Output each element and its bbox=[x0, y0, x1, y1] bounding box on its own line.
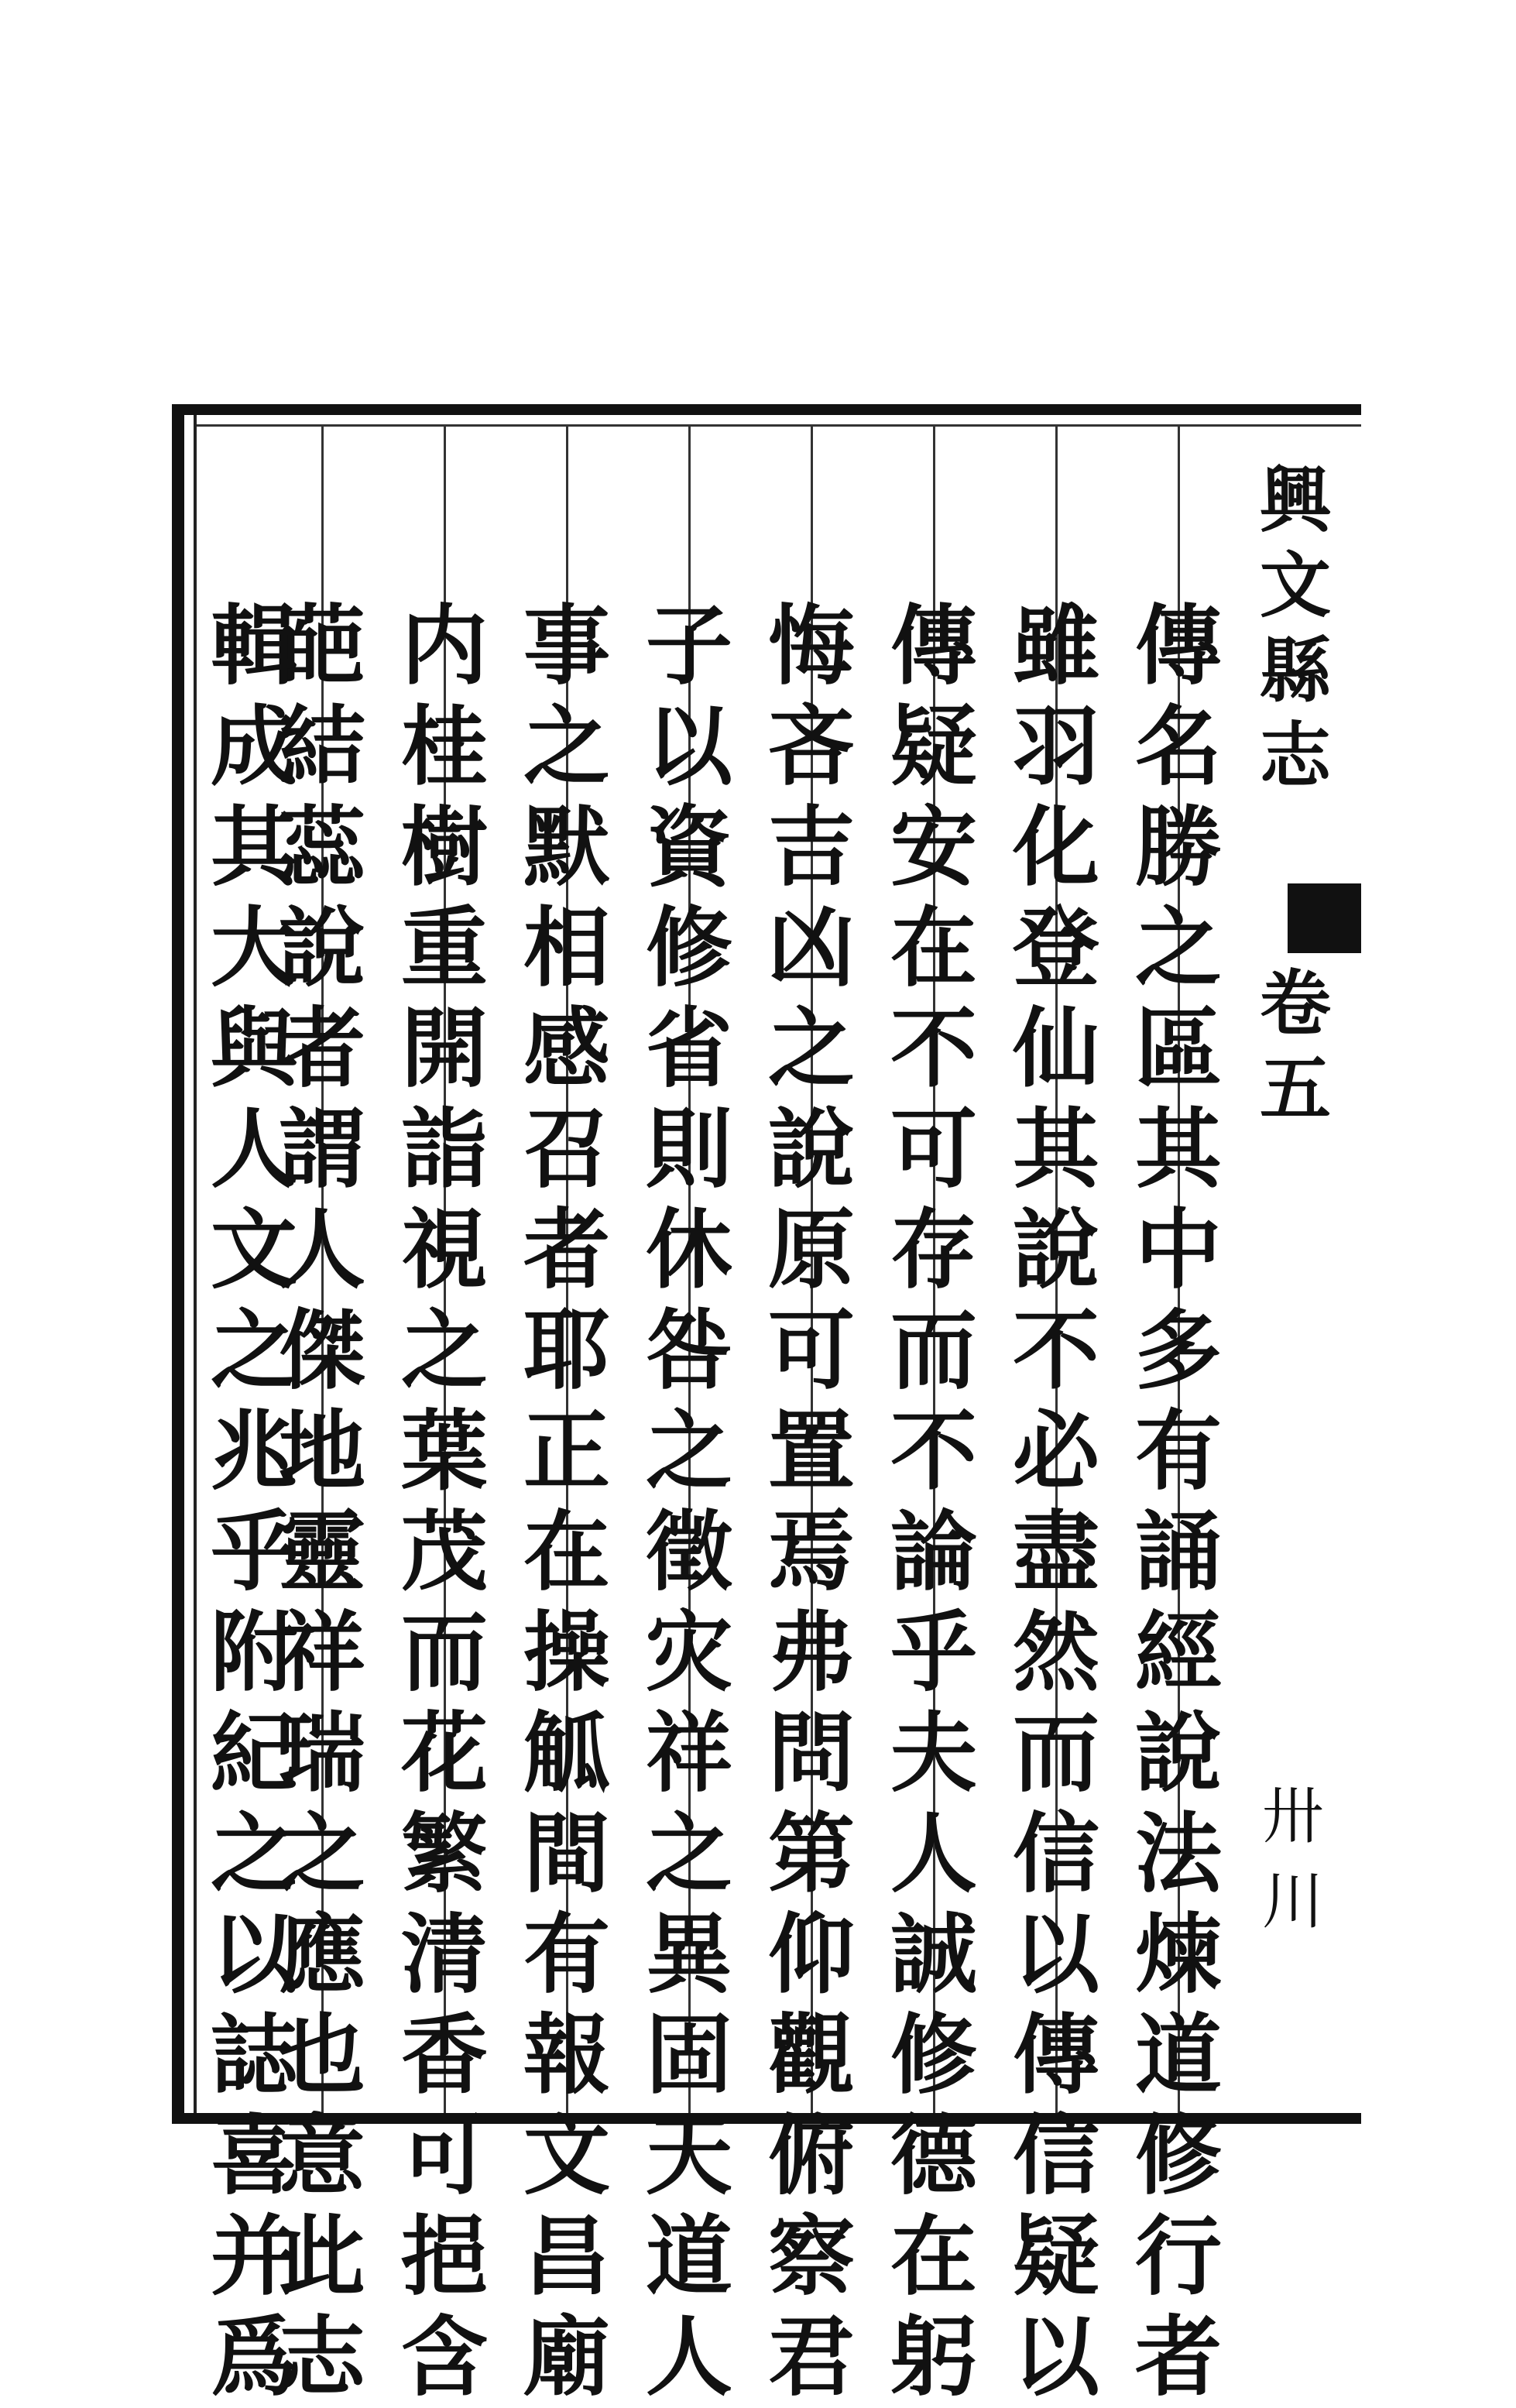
glyph: 誦 bbox=[1135, 1501, 1222, 1603]
glyph: 含 bbox=[401, 2307, 488, 2408]
glyph: 之 bbox=[646, 1803, 732, 1905]
glyph: 說 bbox=[1013, 1199, 1099, 1301]
glyph: 不 bbox=[890, 998, 977, 1099]
glyph: 多 bbox=[1135, 1300, 1222, 1401]
glyph: 紀 bbox=[211, 1703, 297, 1804]
glyph: 者 bbox=[523, 1199, 610, 1301]
glyph: 可 bbox=[890, 1099, 977, 1200]
frame-inner-left-rule bbox=[194, 415, 197, 2113]
frame-inner-top-rule bbox=[197, 424, 1361, 427]
glyph: 以 bbox=[211, 1904, 297, 2005]
glyph: 謂 bbox=[279, 1099, 365, 1200]
glyph: 意 bbox=[279, 2105, 365, 2207]
glyph: 操 bbox=[523, 1602, 610, 1703]
text-column-2 bbox=[1002, 595, 1110, 2408]
glyph: 葩 bbox=[279, 595, 365, 697]
glyph: 乎 bbox=[211, 1501, 297, 1603]
glyph: 說 bbox=[279, 897, 365, 999]
glyph: 天 bbox=[646, 2105, 732, 2207]
glyph: 詣 bbox=[401, 1099, 488, 1200]
glyph: 瑞 bbox=[279, 1703, 365, 1804]
glyph: 勝 bbox=[1135, 797, 1222, 898]
glyph: 之 bbox=[523, 696, 610, 798]
glyph: 煉 bbox=[1135, 1904, 1222, 2005]
glyph: 法 bbox=[1135, 1803, 1222, 1905]
glyph: 躬 bbox=[890, 2307, 977, 2408]
glyph: 咎 bbox=[646, 1300, 732, 1401]
banxin-volume: 卷五 bbox=[1259, 962, 1331, 1130]
glyph: 傳 bbox=[890, 595, 977, 697]
glyph: 報 bbox=[523, 2005, 610, 2106]
glyph: 也 bbox=[279, 2005, 365, 2106]
glyph: 吉 bbox=[768, 797, 855, 898]
glyph: 附 bbox=[211, 1602, 297, 1703]
glyph: 弗 bbox=[768, 1602, 855, 1703]
glyph: 安 bbox=[890, 797, 977, 898]
text-column-5 bbox=[635, 595, 743, 2408]
glyph: 雖 bbox=[1013, 595, 1099, 697]
glyph: 經 bbox=[1135, 1602, 1222, 1703]
glyph: 興 bbox=[1259, 458, 1331, 542]
glyph: 其 bbox=[1013, 1099, 1099, 1200]
glyph: 說 bbox=[768, 1099, 855, 1200]
glyph: 有 bbox=[523, 1904, 610, 2005]
glyph: 悔 bbox=[768, 595, 855, 697]
text-column-6 bbox=[513, 595, 621, 2408]
glyph: 相 bbox=[523, 897, 610, 999]
glyph: 異 bbox=[646, 1904, 732, 2005]
glyph: 仙 bbox=[1013, 998, 1099, 1099]
glyph: 文 bbox=[211, 1199, 297, 1301]
text-column-1 bbox=[1124, 595, 1233, 2408]
glyph: 爲 bbox=[211, 2307, 297, 2408]
glyph: 論 bbox=[890, 1501, 977, 1603]
glyph: 以 bbox=[1013, 1904, 1099, 2005]
fishtail-mark bbox=[1288, 883, 1361, 953]
text-column-7 bbox=[390, 595, 499, 2408]
glyph: 徵 bbox=[646, 1501, 732, 1603]
glyph: 觀 bbox=[768, 2005, 855, 2106]
glyph: 之 bbox=[211, 1300, 297, 1401]
glyph: 盡 bbox=[1013, 1501, 1099, 1603]
glyph: 原 bbox=[768, 1199, 855, 1301]
glyph: 重 bbox=[401, 897, 488, 999]
glyph: 區 bbox=[1135, 998, 1222, 1099]
glyph: 正 bbox=[523, 1401, 610, 1502]
glyph: 疑 bbox=[1013, 2206, 1099, 2307]
glyph: 固 bbox=[646, 2005, 732, 2106]
glyph: 必 bbox=[1013, 1401, 1099, 1502]
glyph: 傳 bbox=[1135, 595, 1222, 697]
glyph: 此 bbox=[279, 2206, 365, 2307]
glyph: 志 bbox=[1259, 714, 1331, 798]
glyph: 以 bbox=[646, 696, 732, 798]
glyph: 誌 bbox=[211, 2005, 297, 2106]
glyph: 大 bbox=[211, 897, 297, 999]
text-column-4 bbox=[757, 595, 866, 2408]
glyph: 蕊 bbox=[279, 797, 365, 898]
glyph: 并 bbox=[211, 2206, 297, 2307]
glyph: 間 bbox=[523, 1803, 610, 1905]
glyph: 在 bbox=[890, 2206, 977, 2307]
glyph: 中 bbox=[1135, 1199, 1222, 1301]
glyph: 人 bbox=[890, 1803, 977, 1905]
glyph: 人 bbox=[211, 1099, 297, 1200]
glyph: 視 bbox=[401, 1199, 488, 1301]
glyph: 羽 bbox=[1013, 696, 1099, 798]
glyph: 以 bbox=[1013, 2307, 1099, 2408]
glyph: 不 bbox=[890, 1401, 977, 1502]
glyph: 人 bbox=[279, 1199, 365, 1301]
glyph: 灾 bbox=[646, 1602, 732, 1703]
glyph: 化 bbox=[1013, 797, 1099, 898]
glyph: 傑 bbox=[279, 1300, 365, 1401]
glyph: 修 bbox=[1135, 2105, 1222, 2207]
glyph: 誠 bbox=[890, 1904, 977, 2005]
glyph: 修 bbox=[646, 897, 732, 999]
glyph: 縣 bbox=[1259, 629, 1331, 712]
glyph: 休 bbox=[646, 1199, 732, 1301]
glyph: 志 bbox=[279, 2307, 365, 2408]
glyph: 者 bbox=[1135, 2307, 1222, 2408]
glyph: 文 bbox=[523, 2105, 610, 2207]
glyph: 在 bbox=[890, 897, 977, 999]
glyph: 廟 bbox=[523, 2307, 610, 2408]
glyph: 之 bbox=[279, 1803, 365, 1905]
glyph: 葉 bbox=[401, 1401, 488, 1502]
glyph: 而 bbox=[1013, 1703, 1099, 1804]
glyph: 文 bbox=[1259, 544, 1331, 627]
glyph: 仰 bbox=[768, 1904, 855, 2005]
glyph: 觚 bbox=[523, 1703, 610, 1804]
glyph: 結 bbox=[279, 696, 365, 798]
glyph: 存 bbox=[890, 1199, 977, 1301]
glyph: 昌 bbox=[523, 2206, 610, 2307]
glyph: 樹 bbox=[401, 797, 488, 898]
glyph: 可 bbox=[768, 1300, 855, 1401]
glyph: 置 bbox=[768, 1401, 855, 1502]
banxin-page-number: 卅川 bbox=[1262, 1780, 1329, 1937]
glyph: 則 bbox=[646, 1099, 732, 1200]
glyph: 傳 bbox=[1013, 2005, 1099, 2106]
glyph: 桂 bbox=[401, 696, 488, 798]
glyph: 吝 bbox=[768, 696, 855, 798]
glyph: 清 bbox=[401, 1904, 488, 2005]
glyph: 問 bbox=[768, 1703, 855, 1804]
glyph: 挹 bbox=[401, 2206, 488, 2307]
glyph: 乎 bbox=[890, 1602, 977, 1703]
glyph: 喜 bbox=[211, 2105, 297, 2207]
glyph: 開 bbox=[401, 998, 488, 1099]
glyph: 君 bbox=[768, 2307, 855, 2408]
glyph: 信 bbox=[1013, 2105, 1099, 2207]
glyph: 繁 bbox=[401, 1803, 488, 1905]
glyph: 凶 bbox=[768, 897, 855, 999]
glyph: 香 bbox=[401, 2005, 488, 2106]
glyph: 成 bbox=[211, 696, 297, 798]
glyph: 道 bbox=[646, 2206, 732, 2307]
glyph: 德 bbox=[890, 2105, 977, 2207]
glyph: 信 bbox=[1013, 1803, 1099, 1905]
glyph: 而 bbox=[401, 1602, 488, 1703]
glyph: 之 bbox=[211, 1803, 297, 1905]
glyph: 地 bbox=[279, 1401, 365, 1502]
glyph: 耶 bbox=[523, 1300, 610, 1401]
text-column-3 bbox=[880, 595, 988, 2408]
glyph: 登 bbox=[1013, 897, 1099, 999]
glyph: 兆 bbox=[211, 1401, 297, 1502]
glyph: 之 bbox=[401, 1300, 488, 1401]
glyph: 有 bbox=[1135, 1401, 1222, 1502]
glyph: 修 bbox=[890, 2005, 977, 2106]
glyph: 子 bbox=[646, 595, 732, 697]
glyph: 之 bbox=[646, 1401, 732, 1502]
banxin bbox=[1230, 427, 1361, 2113]
glyph: 召 bbox=[523, 1099, 610, 1200]
glyph: 輯 bbox=[211, 595, 297, 697]
glyph: 其 bbox=[1135, 1099, 1222, 1200]
glyph: 而 bbox=[890, 1300, 977, 1401]
glyph: 第 bbox=[768, 1803, 855, 1905]
glyph: 說 bbox=[1135, 1703, 1222, 1804]
glyph: 祥 bbox=[646, 1703, 732, 1804]
glyph: 行 bbox=[1135, 2206, 1222, 2307]
glyph: 茂 bbox=[401, 1501, 488, 1603]
glyph: 焉 bbox=[768, 1501, 855, 1603]
glyph: 俯 bbox=[768, 2105, 855, 2207]
glyph: 靈 bbox=[279, 1501, 365, 1603]
glyph: 默 bbox=[523, 797, 610, 898]
glyph: 之 bbox=[768, 998, 855, 1099]
glyph: 祥 bbox=[279, 1602, 365, 1703]
glyph: 道 bbox=[1135, 2005, 1222, 2106]
glyph: 感 bbox=[523, 998, 610, 1099]
glyph: 夫 bbox=[890, 1703, 977, 1804]
glyph: 可 bbox=[401, 2105, 488, 2207]
glyph: 其 bbox=[211, 797, 297, 898]
glyph: 察 bbox=[768, 2206, 855, 2307]
glyph: 資 bbox=[646, 797, 732, 898]
glyph: 名 bbox=[1135, 696, 1222, 798]
glyph: 事 bbox=[523, 595, 610, 697]
glyph: 省 bbox=[646, 998, 732, 1099]
glyph: 疑 bbox=[890, 696, 977, 798]
banxin-book-title bbox=[1253, 458, 1338, 798]
glyph: 不 bbox=[1013, 1300, 1099, 1401]
glyph: 者 bbox=[279, 998, 365, 1099]
glyph: 花 bbox=[401, 1703, 488, 1804]
glyph: 然 bbox=[1013, 1602, 1099, 1703]
text-column-9 bbox=[200, 595, 308, 2408]
glyph: 應 bbox=[279, 1904, 365, 2005]
glyph: 人 bbox=[646, 2307, 732, 2408]
glyph: 在 bbox=[523, 1501, 610, 1603]
glyph: 内 bbox=[401, 595, 488, 697]
glyph: 之 bbox=[1135, 897, 1222, 999]
glyph: 與 bbox=[211, 998, 297, 1099]
